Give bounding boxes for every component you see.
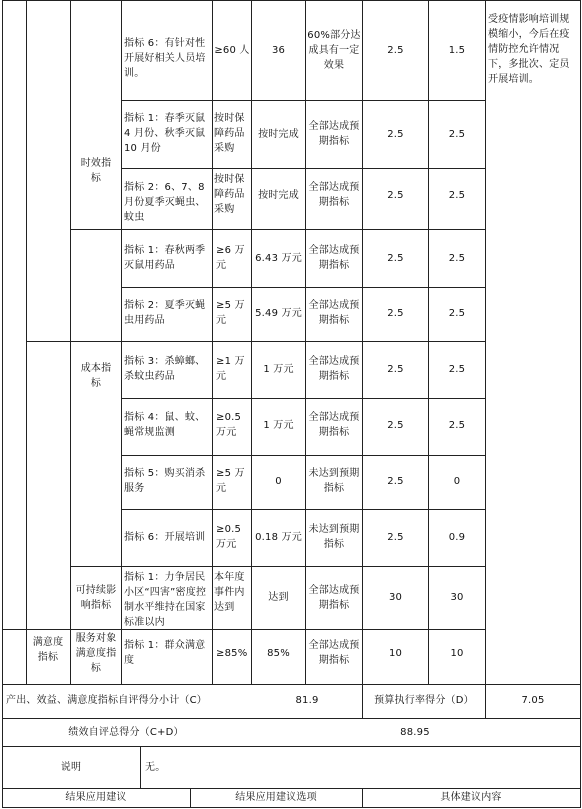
total-value: 88.95	[400, 727, 430, 738]
score-cell: 2.5	[448, 364, 466, 375]
level2-cell: 满意度指标	[32, 637, 64, 663]
status-cell: 全部达成预期指标	[308, 412, 360, 438]
target-cell: ≥6 万元	[216, 245, 245, 271]
rule	[251, 0, 252, 685]
indicator-cell: 指标 1：力争居民小区“四害”密度控制水平维持在国家标准以内	[124, 572, 207, 628]
rule	[70, 0, 71, 685]
indicator-cell: 指标 1：群众满意度	[124, 640, 206, 666]
indicator-cell: 指标 6：开展培训	[124, 532, 206, 543]
score-cell: 10	[450, 648, 464, 659]
actual-cell: 0	[275, 476, 282, 487]
target-cell: ≥5 万元	[216, 468, 245, 494]
level3-cell: 成本指标	[80, 363, 112, 389]
target-cell: 按时保障药品采购	[214, 113, 245, 154]
weight-cell: 10	[388, 648, 403, 659]
rule	[121, 100, 485, 101]
level3-cell: 时效指标	[80, 158, 112, 184]
indicator-cell: 指标 2：6、7、8 月份夏季灭蝇虫、蚊虫	[124, 182, 206, 223]
rule	[2, 684, 580, 685]
actual-cell: 0.18 万元	[255, 532, 302, 543]
budget-value: 7.05	[521, 695, 545, 706]
target-cell: ≥0.5 万元	[216, 524, 242, 550]
rule	[212, 0, 213, 685]
target-cell: 按时保障药品采购	[214, 174, 245, 215]
score-cell: 1.5	[448, 45, 466, 56]
score-cell: 2.5	[448, 190, 466, 201]
total-label: 绩效自评总得分（C+D）	[68, 727, 184, 738]
weight-cell: 2.5	[387, 129, 404, 140]
score-cell: 0.9	[448, 532, 466, 543]
rule	[305, 0, 306, 685]
weight-cell: 2.5	[387, 532, 404, 543]
rule	[70, 229, 485, 230]
actual-cell: 达到	[268, 592, 289, 603]
rule	[2, 746, 580, 747]
weight-cell: 30	[388, 592, 403, 603]
rule	[121, 455, 485, 456]
score-cell: 0	[453, 476, 461, 487]
level3-cell: 服务对象满意度指标	[75, 633, 117, 674]
rule	[2, 718, 580, 719]
note-value: 无。	[145, 762, 166, 773]
rule	[580, 0, 581, 808]
status-cell: 全部达成预期指标	[308, 245, 360, 271]
status-cell: 未达到预期指标	[308, 524, 360, 550]
target-cell: ≥0.5 万元	[216, 412, 242, 438]
actual-cell: 1 万元	[263, 364, 294, 375]
rule	[70, 566, 485, 567]
actual-cell: 1 万元	[263, 420, 294, 431]
score-cell: 2.5	[448, 308, 466, 319]
actual-cell: 按时完成	[258, 129, 299, 140]
status-cell: 全部达成预期指标	[308, 121, 360, 147]
rule	[121, 509, 485, 510]
rule	[121, 287, 485, 288]
indicator-cell: 指标 1：春秋两季灭鼠用药品	[124, 245, 206, 271]
status-cell: 60%部分达成具有一定效果	[307, 30, 361, 71]
footer-col-suggestion: 结果应用建议	[65, 792, 127, 803]
rule	[2, 788, 580, 789]
status-cell: 全部达成预期指标	[308, 356, 360, 382]
rule	[2, 807, 580, 808]
target-cell: ≥1 万元	[216, 356, 245, 382]
indicator-cell: 指标 1：春季灭鼠 4 月份、秋季灭鼠 10 月份	[124, 113, 206, 154]
status-cell: 全部达成预期指标	[308, 182, 360, 208]
rule	[121, 168, 485, 169]
footer-col-option: 结果应用建议选项	[235, 792, 317, 803]
subtotal-label: 产出、效益、满意度指标自评得分小计（C）	[6, 695, 207, 706]
score-cell: 2.5	[448, 420, 466, 431]
budget-label: 预算执行率得分（D）	[374, 695, 474, 706]
rule	[2, 0, 580, 1]
indicator-cell: 指标 3：杀蟑螂、杀蚊虫药品	[124, 356, 206, 382]
status-cell: 全部达成预期指标	[308, 640, 360, 666]
weight-cell: 2.5	[387, 364, 404, 375]
level3-cell: 可持续影响指标	[75, 585, 117, 611]
indicator-cell: 指标 6：有针对性开展好相关人员培训。	[124, 38, 206, 79]
rule	[2, 0, 3, 808]
score-cell: 2.5	[448, 253, 466, 264]
actual-cell: 36	[271, 45, 286, 56]
score-cell: 2.5	[448, 129, 466, 140]
target-cell: ≥60 人	[214, 45, 250, 56]
rule	[2, 629, 485, 630]
actual-cell: 6.43 万元	[255, 253, 302, 264]
indicator-cell: 指标 4：鼠、蚊、蝇常规监测	[124, 412, 206, 438]
rule	[26, 341, 485, 342]
rule	[428, 0, 429, 685]
weight-cell: 2.5	[387, 253, 404, 264]
target-cell: 本年度事件内达到	[214, 572, 245, 613]
score-cell: 30	[450, 592, 464, 603]
weight-cell: 2.5	[387, 308, 404, 319]
weight-cell: 2.5	[387, 190, 404, 201]
actual-cell: 按时完成	[258, 190, 299, 201]
reason-cell: 受疫情影响培训规模缩小，今后在疫情防控允许情况下，多批次、定员开展培训。	[488, 14, 570, 85]
rule	[362, 0, 363, 719]
note-label: 说明	[60, 762, 82, 773]
status-cell: 全部达成预期指标	[308, 300, 360, 326]
target-cell: ≥5 万元	[216, 300, 245, 326]
actual-cell: 85%	[267, 648, 290, 659]
weight-cell: 2.5	[387, 45, 404, 56]
weight-cell: 2.5	[387, 476, 404, 487]
subtotal-value: 81.9	[295, 695, 319, 706]
rule	[121, 398, 485, 399]
status-cell: 全部达成预期指标	[308, 585, 360, 611]
target-cell: ≥85%	[216, 648, 248, 659]
actual-cell: 5.49 万元	[255, 308, 302, 319]
footer-col-content: 具体建议内容	[440, 792, 502, 803]
weight-cell: 2.5	[387, 420, 404, 431]
indicator-cell: 指标 2：夏季灭蝇虫用药品	[124, 300, 206, 326]
rule	[140, 746, 141, 789]
rule	[121, 0, 122, 685]
rule	[485, 0, 486, 719]
rule	[26, 0, 27, 685]
status-cell: 未达到预期指标	[308, 468, 360, 494]
indicator-cell: 指标 5：购买消杀服务	[124, 468, 206, 494]
